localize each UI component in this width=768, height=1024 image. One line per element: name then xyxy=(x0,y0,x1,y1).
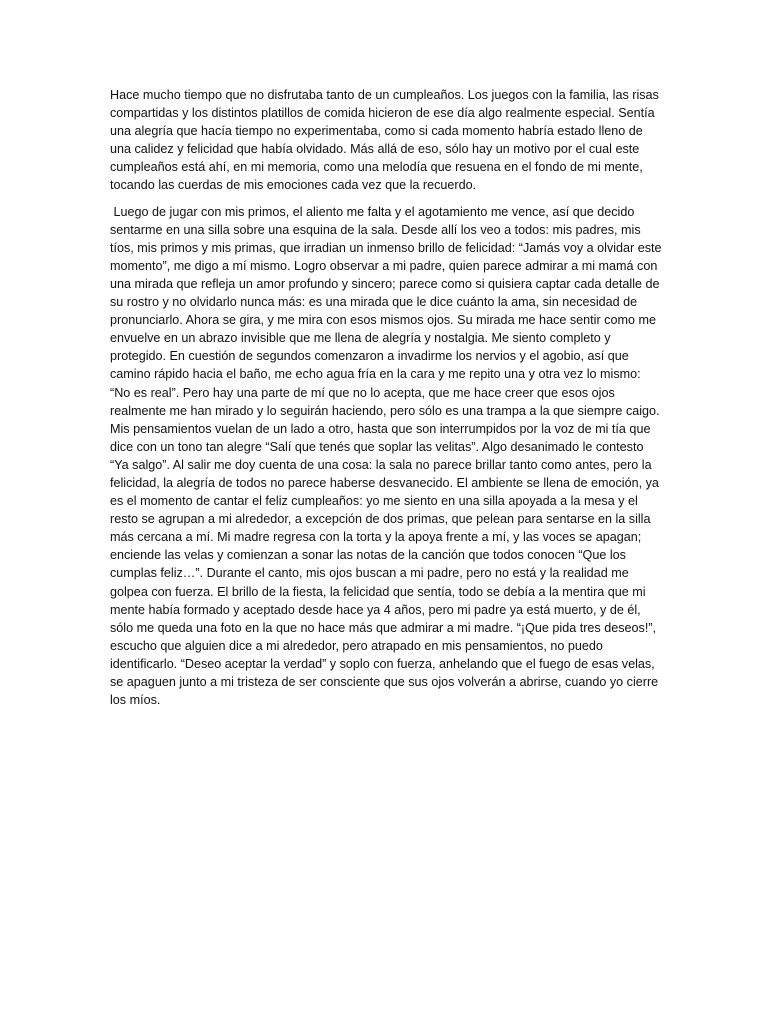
paragraph-2: Luego de jugar con mis primos, el aliento me falta y el agotamiento me vence, así que decido sentarme en una silla sobre una esquina de la sala. Desde allí los veo a todos: mis padres, mis tíos, mis primos y mis primas, que irradian un inmenso brillo de felicidad: “Jamás voy a olvidar este momento”, me digo a mí mismo. Logro observar a mi padre, quien parece admirar a mi mamá con una mirada que refleja un amor profundo y sincero; parece como si quisiera captar cada detalle de su rostro y no olvidarlo nunca más: es una mirada que le dice cuánto la ama, sin necesidad de pronunciarlo. Ahora se gira, y me mira con esos mismos ojos. Su mirada me hace sentir como me envuelve en un abrazo invisible que me llena de alegría y nostalgia. Me siento completo y protegido. En cuestión de segundos comenzaron a invadirme los nervios y el agobio, así que camino rápido hacia el baño, me echo agua fría en la cara y me repito una y otra vez lo mismo: “No es real”. Pero hay una parte de mí que no lo acepta, que me hace creer que esos ojos realmente me han mirado y lo seguirán haciendo, pero sólo es una trampa a la que siempre caigo. Mis pensamientos vuelan de un lado a otro, hasta que son interrumpidos por la voz de mi tía que dice con un tono tan alegre “Salí que tenés que soplar las velitas”. Algo desanimado le contesto “Ya salgo”. Al salir me doy cuenta de una cosa: la sala no parece brillar tanto como antes, pero la felicidad, la alegría de todos no parece haberse desvanecido. El ambiente se llena de emoción, ya es el momento de cantar el feliz cumpleaños: yo me siento en una silla apoyada a la mesa y el resto se agrupan a mi alrededor, a excepción de dos primas, que pelean para sentarse en la silla más cercana a mí. Mi madre regresa con la torta y la apoya frente a mí, y las voces se apagan; enciende las velas y comienzan a sonar las notas de la canción que todos conocen “Que los cumplas feliz…”. Durante el canto, mis ojos buscan a mi padre, pero no está y la realidad me golpea con fuerza. El brillo de la fiesta, la felicidad que sentía, todo se debía a la mentira que mi mente había formado y aceptado desde hace ya 4 años, pero mi padre ya está muerto, y de él, sólo me queda una foto en la que no hace más que admirar a mi madre. “¡Que pida tres deseos!”, escucho que alguien dice a mi alrededor, pero atrapado en mis pensamientos, no puedo identificarlo. “Deseo aceptar la verdad” y soplo con fuerza, anhelando que el fuego de esas velas, se apaguen junto a mi tristeza de ser consciente que sus ojos volverán a abrirse, cuando yo cierre los míos. xyxy=(110,204,666,708)
document-body xyxy=(110,86,666,709)
paragraph-1: Hace mucho tiempo que no disfrutaba tanto de un cumpleaños. Los juegos con la familia, las risas compartidas y los distintos platillos de comida hicieron de ese día algo realmente especial. Sentía una alegría que hacía tiempo no experimentaba, como si cada momento habría estado lleno de una calidez y felicidad que había olvidado. Más allá de eso, sólo hay un motivo por el cual este cumpleaños está ahí, en mi memoria, como una melodía que resuena en el fondo de mi mente, tocando las cuerdas de mis emociones cada vez que la recuerdo. xyxy=(110,88,663,193)
